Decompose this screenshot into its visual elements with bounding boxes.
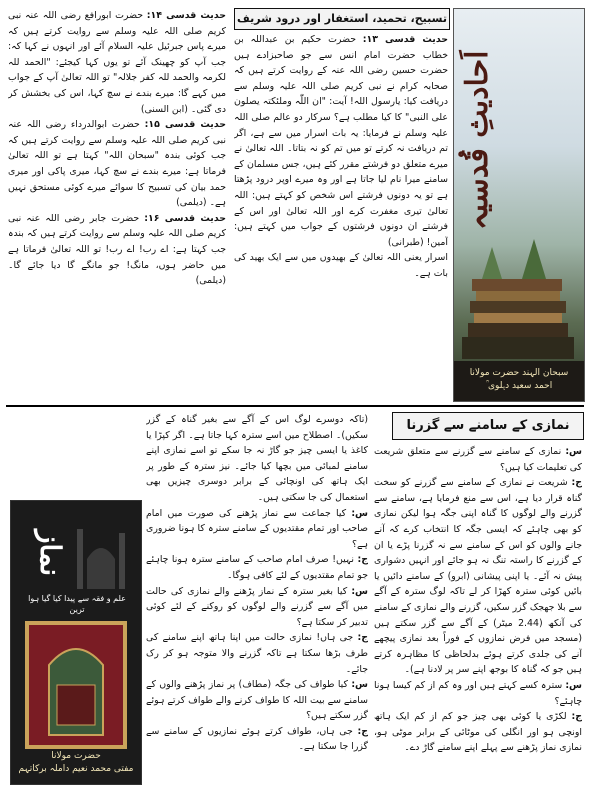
qa-5: (تاکہ دوسرے لوگ اس کے آگے سے بغیر گناہ کے گزر سکیں)۔ اصطلاح میں اسے سترہ کہا جاتا ہے۔ اگر کپڑا یا کاغذ یا ایسی چیز جو گاڑ نہ جا سکے تو اسے نمازی اپنے سامنے لمبائی میں بچھا کیا جائے۔ نیز سترہ کے طور پر ایک ہاتھ کی اونچائی کے برابر دوسری چیزیں بھی استعمال کی جا سکتی ہیں۔ <box>146 414 368 503</box>
qa-4: ج: لکڑی یا کوئی بھی چیز جو کم از کم ایک ہاتھ اونچی ہو اور انگلی کی موٹائی کے برابر موٹی ہو، نمازی نماز پڑھنے سے پہلے اپنے سامنے گاڑ دے۔ <box>374 711 582 754</box>
book-title: نماز <box>34 529 67 577</box>
banner-text: تسبیح، تحمید، استغفار اور درود شریف <box>237 12 447 25</box>
book-subtitle: علم و فقہ سے پیدا کیا گیا ہوا ترین <box>28 594 126 614</box>
paragraph-asrar: اسرار یعنی اللہ تعالیٰ کے بھیدوں میں سے ایک بھید کی بات ہے۔ <box>234 252 448 279</box>
qa-3: س: سترہ کسے کہتے ہیں اور وہ کم از کم کیسا ہونا چاہئے؟ <box>374 679 582 707</box>
paragraph-hadees-16: حدیث قدسی ۱۶: حضرت جابر رضی اللہ عنہ نبی کریم صلی اللہ علیہ وسلم سے روایت کرتے ہیں کہ بندہ جب کہتا ہے: اے رب! اے رب! تو اللہ تعالیٰ فرماتا ہے میں حاضر ہوں، مانگ! جو مانگے گا دیا جائے گا۔ (دیلمی) <box>8 212 226 287</box>
author-line-1: حضرت مولانا <box>51 751 101 761</box>
author-line-2: مفتی محمد نعیم داملہ برکاتہم <box>18 764 134 774</box>
qa-11: ج: جی ہاں، طواف کرتے ہوئے نمازیوں کے سامنے سے گزرا جا سکتا ہے۔ <box>146 725 368 753</box>
prayer-rug-image <box>25 621 127 749</box>
qa-10: س: کیا طواف کی جگہ (مطاف) پر نماز پڑھنے والوں کے سامنے سے بیت اللہ کا طواف کرنے والے طواف کرتے ہوئے گزر سکتے ہیں؟ <box>146 679 368 722</box>
mosque-silhouette <box>71 519 133 589</box>
book-cover-ahadees-qudsia <box>453 8 585 402</box>
book-title: اَحادیثِ قُدسیہ <box>460 50 495 230</box>
column-bottom-middle <box>146 412 368 786</box>
banner-text: نمازی کے سامنے سے گزرنا <box>406 418 570 433</box>
book-author <box>11 746 141 784</box>
qa-8: س: کیا بغیر سترہ کے نماز پڑھنے والے نمازی کی حالت میں آگے سے گزرنے والے لوگوں کو روکنے کے لئے کوئی تدبیر کر سکتا ہے؟ <box>146 585 368 628</box>
section-banner-namazi <box>392 412 584 440</box>
qa-6: س: کیا جماعت سے نماز پڑھنے کی صورت میں امام صاحب اور تمام مقتدیوں کے سامنے سترہ کا ہونا ضروری ہے؟ <box>146 507 368 550</box>
qa-9: ج: جی ہاں! نمازی حالت میں اپنا ہاتھ اپنے سامنے کی طرف بڑھا سکتا ہے تاکہ گزرنے والا متوجہ ہو کر رک جائے۔ <box>146 632 368 675</box>
column-top-middle <box>234 32 448 404</box>
qa-1: س: نمازی کے سامنے سے گزرنے سے متعلق شریعت کی تعلیمات کیا ہیں؟ <box>374 446 582 473</box>
book-cover-namaz <box>10 500 142 785</box>
column-bottom-right <box>374 444 582 786</box>
book-author <box>454 361 584 401</box>
paragraph-hadees-13: حدیث قدسی ۱۳: حضرت حکیم بن عبداللہ بن خطاب حضرت امام انس سے جو صاحبزادے ہیں حضرت حسین رضی اللہ عنہ کے روایت کرتے ہیں کہ صحابہ کرام نے نبی کریم صلی اللہ علیہ وسلم سے دریافت کیا: یارسول اللہ! آیت: "ان اللّٰہ وملئکتہ یصلون علی النبی" کا کیا مطلب ہے؟ سرکار دو عالم صلی اللہ علیہ وسلم نے فرمایا: یہ بات اسرار میں سے ہے، اگر تم دریافت نہ کرتے تو میں تم کو نہ بتاتا۔ اللہ تعالیٰ نے میرے متعلق دو فرشتے مقرر کئے ہیں، جس مسلمان کے سامنے میرا نام لیا جاتا ہے اور وہ میرے اوپر درود پڑھتا ہے تو یہ دونوں فرشتے اس شخص کو کہتے ہیں: اللہ تعالیٰ تیری مغفرت کرے اور اللہ تعالیٰ اور اس کے فرشتے ان دونوں فرشتوں کے جواب میں کہتے ہیں: آمین! (طبرانی) <box>234 34 448 248</box>
qa-2: ج: شریعت نے نمازی کے سامنے سے گزرنے کو سخت گناہ قرار دیا ہے، اس سے منع فرمایا ہے، سامنے سے گزرنے والے لوگوں کا گناہ اپنی جگہ ہوا لیکن نمازی کو بھی چاہئے کہ ایسی جگہ کا انتخاب کرے کہ آنے جانے والوں کو اس کے سامنے سے نہ گزرنا پڑے یا ان کے گزرنے کا راستہ تنگ نہ ہو جائے اور انہیں دشواری پیش نہ آئے۔ یا اپنی پیشانی (ابرو) کے سامنے دائیں یا بائیں کوئی سترہ کھڑا کر لے تاکہ لوگ سترہ کے آگے سے بلا جھجک گزر سکیں، گزرنے والے نمازی کے سامنے کی آنکھ (2.44 میٹر) کے آگے سے گزر سکتے ہیں (مسجد میں فرض نمازوں کے فوراً بعد نمازی پیچھے آنے کی جلدی کرتے ہوئے بدلحاظی کا مظاہرہ کرتے ہیں جو کہ گناہ کا بوجھ اپنے سر پر لادنا ہے)۔ <box>374 477 582 676</box>
paragraph-hadees-14: حدیث قدسی ۱۴: حضرت ابورافع رضی اللہ عنہ نبی کریم صلی اللہ علیہ وسلم سے روایت کرتے ہیں کہ میرے پاس جبرئیل علیہ السلام آئے اور انہوں نے کہا کہ: جب آپ کو چھینک آئے تو یوں کہا کیجئے: "الحمد للہ لکرمہ والحمد للہ کفر جلالہ" تو اللہ تعالیٰ آپ کے جواب میں کہے گا: میرے بندے نے سچ کہا، اس کی بخشش کر دی گئی۔ (ابن السنی) <box>8 10 226 115</box>
author-line-1: سبحان الہند حضرت مولانا <box>469 368 569 378</box>
section-banner-tasbeeh <box>234 8 450 30</box>
qa-7: ج: نہیں! صرف امام صاحب کے سامنے سترہ ہونا چاہئے جو تمام مقتدیوں کے لئے کافی ہوگا۔ <box>146 554 368 581</box>
book-stack-illustration <box>462 239 574 359</box>
paragraph-hadees-15: حدیث قدسی ۱۵: حضرت ابوالدرداء رضی اللہ عنہ نبی کریم صلی اللہ علیہ وسلم سے روایت کرتے ہیں کہ جب کوئی بندہ "سبحان اللہ" کہتا ہے تو اللہ تعالیٰ فرماتا ہے: میرے بندے نے سچ کہا، میری پاکی اور میری حمد بیان کی تسبیح کا سوائے میرے کوئی مستحق نہیں ہے۔ (دیلمی) <box>8 119 226 209</box>
section-divider <box>6 405 584 407</box>
author-line-2: احمد سعید دہلوی ؒ <box>485 381 553 391</box>
column-top-left <box>8 8 226 400</box>
